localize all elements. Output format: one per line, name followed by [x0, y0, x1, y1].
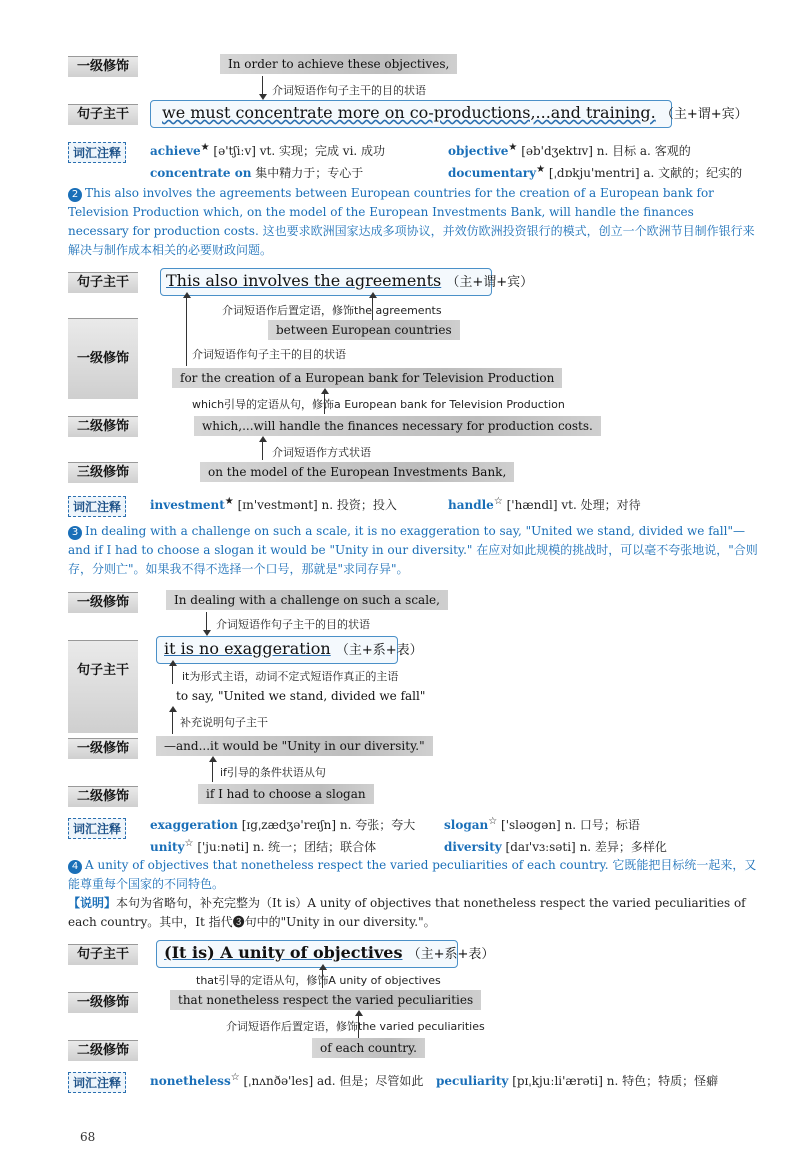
main-text: we must concentrate more on co-productions,...and training. — [162, 103, 656, 122]
vocab-handle: handle☆ ['hændl] vt. 处理；对待 — [448, 496, 641, 512]
paragraph-4: 4 A unity of objectives that nonetheless respect the varied peculiarities of each country. 它既能把目标统一起来，又能尊重每个国家的不同特色。 — [68, 858, 757, 891]
vocab-investment: investment★ [ɪn'vestmənt] n. 投资；投入 — [150, 496, 397, 512]
label-second-modifier: 二级修饰 — [68, 1040, 138, 1061]
vocab-peculiarity: peculiarity [pɪˌkjuːli'ærəti] n. 特色；特质；怪癖 — [436, 1074, 719, 1088]
note-purpose: 介词短语作句子主干的目的状语 — [192, 348, 346, 361]
band-in-order-to: In order to achieve these objectives, — [220, 54, 457, 74]
main-clause — [162, 102, 748, 126]
note-it: it为形式主语，动词不定式短语作真正的主语 — [182, 670, 399, 683]
vocab-diversity: diversity [daɪ'vɜːsəti] n. 差异；多样化 — [444, 840, 667, 854]
vocab-label: 词汇注释 — [68, 142, 126, 163]
note-that: that引导的定语从句，修饰A unity of objectives — [196, 974, 441, 987]
paragraph-3: 3 In dealing with a challenge on such a scale, it is no exaggeration to say, "United we stand, divided we fall"—and if I had to choose a slogan it would be "Unity in our diversity." 在应对如此规模的挑战时，可以毫不夸张地说，"合则存，分则亡"。如果我不得不选择一个口号，那就是"求同存异"。 — [68, 524, 758, 576]
note-post-attributive: 介词短语作后置定语，修饰the varied peculiarities — [226, 1020, 485, 1033]
vocab-label: 词汇注释 — [68, 496, 126, 517]
main-tag: （主+系+表） — [407, 947, 495, 962]
note-purpose: 介词短语作句子主干的目的状语 — [216, 618, 370, 631]
label-main-clause: 句子主干 — [68, 640, 138, 733]
arrow-up — [262, 438, 263, 460]
explanation-label: 【说明】 — [68, 896, 117, 910]
label-first-modifier: 一级修饰 — [68, 56, 138, 77]
arrow-up — [212, 758, 213, 782]
vocab-label: 词汇注释 — [68, 1072, 126, 1093]
vocab-objective: objective★ [əb'dʒektɪv] n. 目标 a. 客观的 — [448, 142, 691, 158]
arrow-down — [262, 76, 263, 98]
arrow-down — [206, 612, 207, 634]
note-purpose: 介词短语作句子主干的目的状语 — [272, 84, 426, 97]
main-clause — [166, 270, 533, 294]
vocab-nonetheless: nonetheless☆ [ˌnʌnðə'les] ad. 但是；尽管如此 — [150, 1072, 424, 1088]
vocab-exaggeration: exaggeration [ɪgˌzædʒə'reɪʃn] n. 夸张；夸大 — [150, 818, 416, 832]
label-first-modifier: 一级修饰 — [68, 318, 138, 399]
main-text: (It is) A unity of objectives — [164, 943, 403, 962]
page-number: 68 — [80, 1130, 96, 1144]
label-main-clause: 句子主干 — [68, 944, 138, 965]
band-and: —and...it would be "Unity in our diversity." — [156, 736, 433, 756]
note-which: which引导的定语从句，修饰a European bank for Television Production — [192, 398, 565, 411]
band-of: of each country. — [312, 1038, 425, 1058]
main-clause — [164, 942, 494, 966]
paragraph-2: 2 This also involves the agreements between European countries for the creation of a European bank for Television Production which, on the model of the European Investments Bank, will handle the finances necessary for production costs. 这也要求欧洲国家达成多项协议，并效仿欧洲投资银行的模式，创立一个欧洲节目制作银行来解决与制作成本相关的必要财政问题。 — [68, 186, 755, 257]
explanation: 【说明】本句为省略句，补充完整为（It is）A unity of objectives that nonetheless respect the varied peculiarities of each country。其中，It 指代❸句中的"Unity in our diversity."。 — [68, 896, 746, 929]
vocab-concentrate-on: concentrate on 集中精力于；专心于 — [150, 166, 364, 180]
note-if: if引导的条件状语从句 — [220, 766, 326, 779]
arrow-up — [186, 294, 187, 366]
label-first-modifier: 一级修饰 — [68, 992, 138, 1013]
label-main-clause: 句子主干 — [68, 104, 138, 125]
band-on-model: on the model of the European Investments Bank, — [200, 462, 514, 482]
main-clause — [164, 638, 423, 662]
arrow-up — [172, 662, 173, 684]
band-which: which,...will handle the finances necessary for production costs. — [194, 416, 601, 436]
main-tag: （主+系+表） — [335, 643, 423, 658]
vocab-documentary: documentary★ [ˌdɒkju'mentri] a. 文献的；纪实的 — [448, 164, 743, 180]
label-second-modifier: 二级修饰 — [68, 786, 138, 807]
paragraph-number: 3 — [68, 526, 82, 540]
note-supplement: 补充说明句子主干 — [180, 716, 268, 729]
paragraph-number: 4 — [68, 860, 82, 874]
label-second-modifier: 二级修饰 — [68, 416, 138, 437]
note-manner: 介词短语作方式状语 — [272, 446, 371, 459]
arrow-up — [172, 708, 173, 734]
label-third-modifier: 三级修饰 — [68, 462, 138, 483]
vocab-achieve: achieve★ [ə'tʃiːv] vt. 实现；完成 vi. 成功 — [150, 142, 386, 158]
vocab-label: 词汇注释 — [68, 818, 126, 839]
vocab-slogan: slogan☆ ['sləʊgən] n. 口号；标语 — [444, 816, 640, 832]
main-text: This also involves the agreements — [166, 271, 442, 290]
label-first-modifier: 一级修饰 — [68, 738, 138, 759]
note-post-attributive: 介词短语作后置定语，修饰the agreements — [222, 304, 442, 317]
band-between: between European countries — [268, 320, 460, 340]
band-to-say: to say, "United we stand, divided we fall" — [176, 689, 426, 703]
main-tag: （主+谓+宾） — [660, 107, 748, 122]
label-first-modifier: 一级修饰 — [68, 592, 138, 613]
label-main-clause: 句子主干 — [68, 272, 138, 293]
main-tag: （主+谓+宾） — [446, 275, 534, 290]
band-for-creation: for the creation of a European bank for Television Production — [172, 368, 562, 388]
paragraph-number: 2 — [68, 188, 82, 202]
band-in-dealing: In dealing with a challenge on such a scale, — [166, 590, 448, 610]
vocab-unity: unity☆ ['juːnəti] n. 统一；团结；联合体 — [150, 838, 377, 854]
main-text: it is no exaggeration — [164, 639, 331, 658]
band-if: if I had to choose a slogan — [198, 784, 374, 804]
band-that: that nonetheless respect the varied peculiarities — [170, 990, 481, 1010]
